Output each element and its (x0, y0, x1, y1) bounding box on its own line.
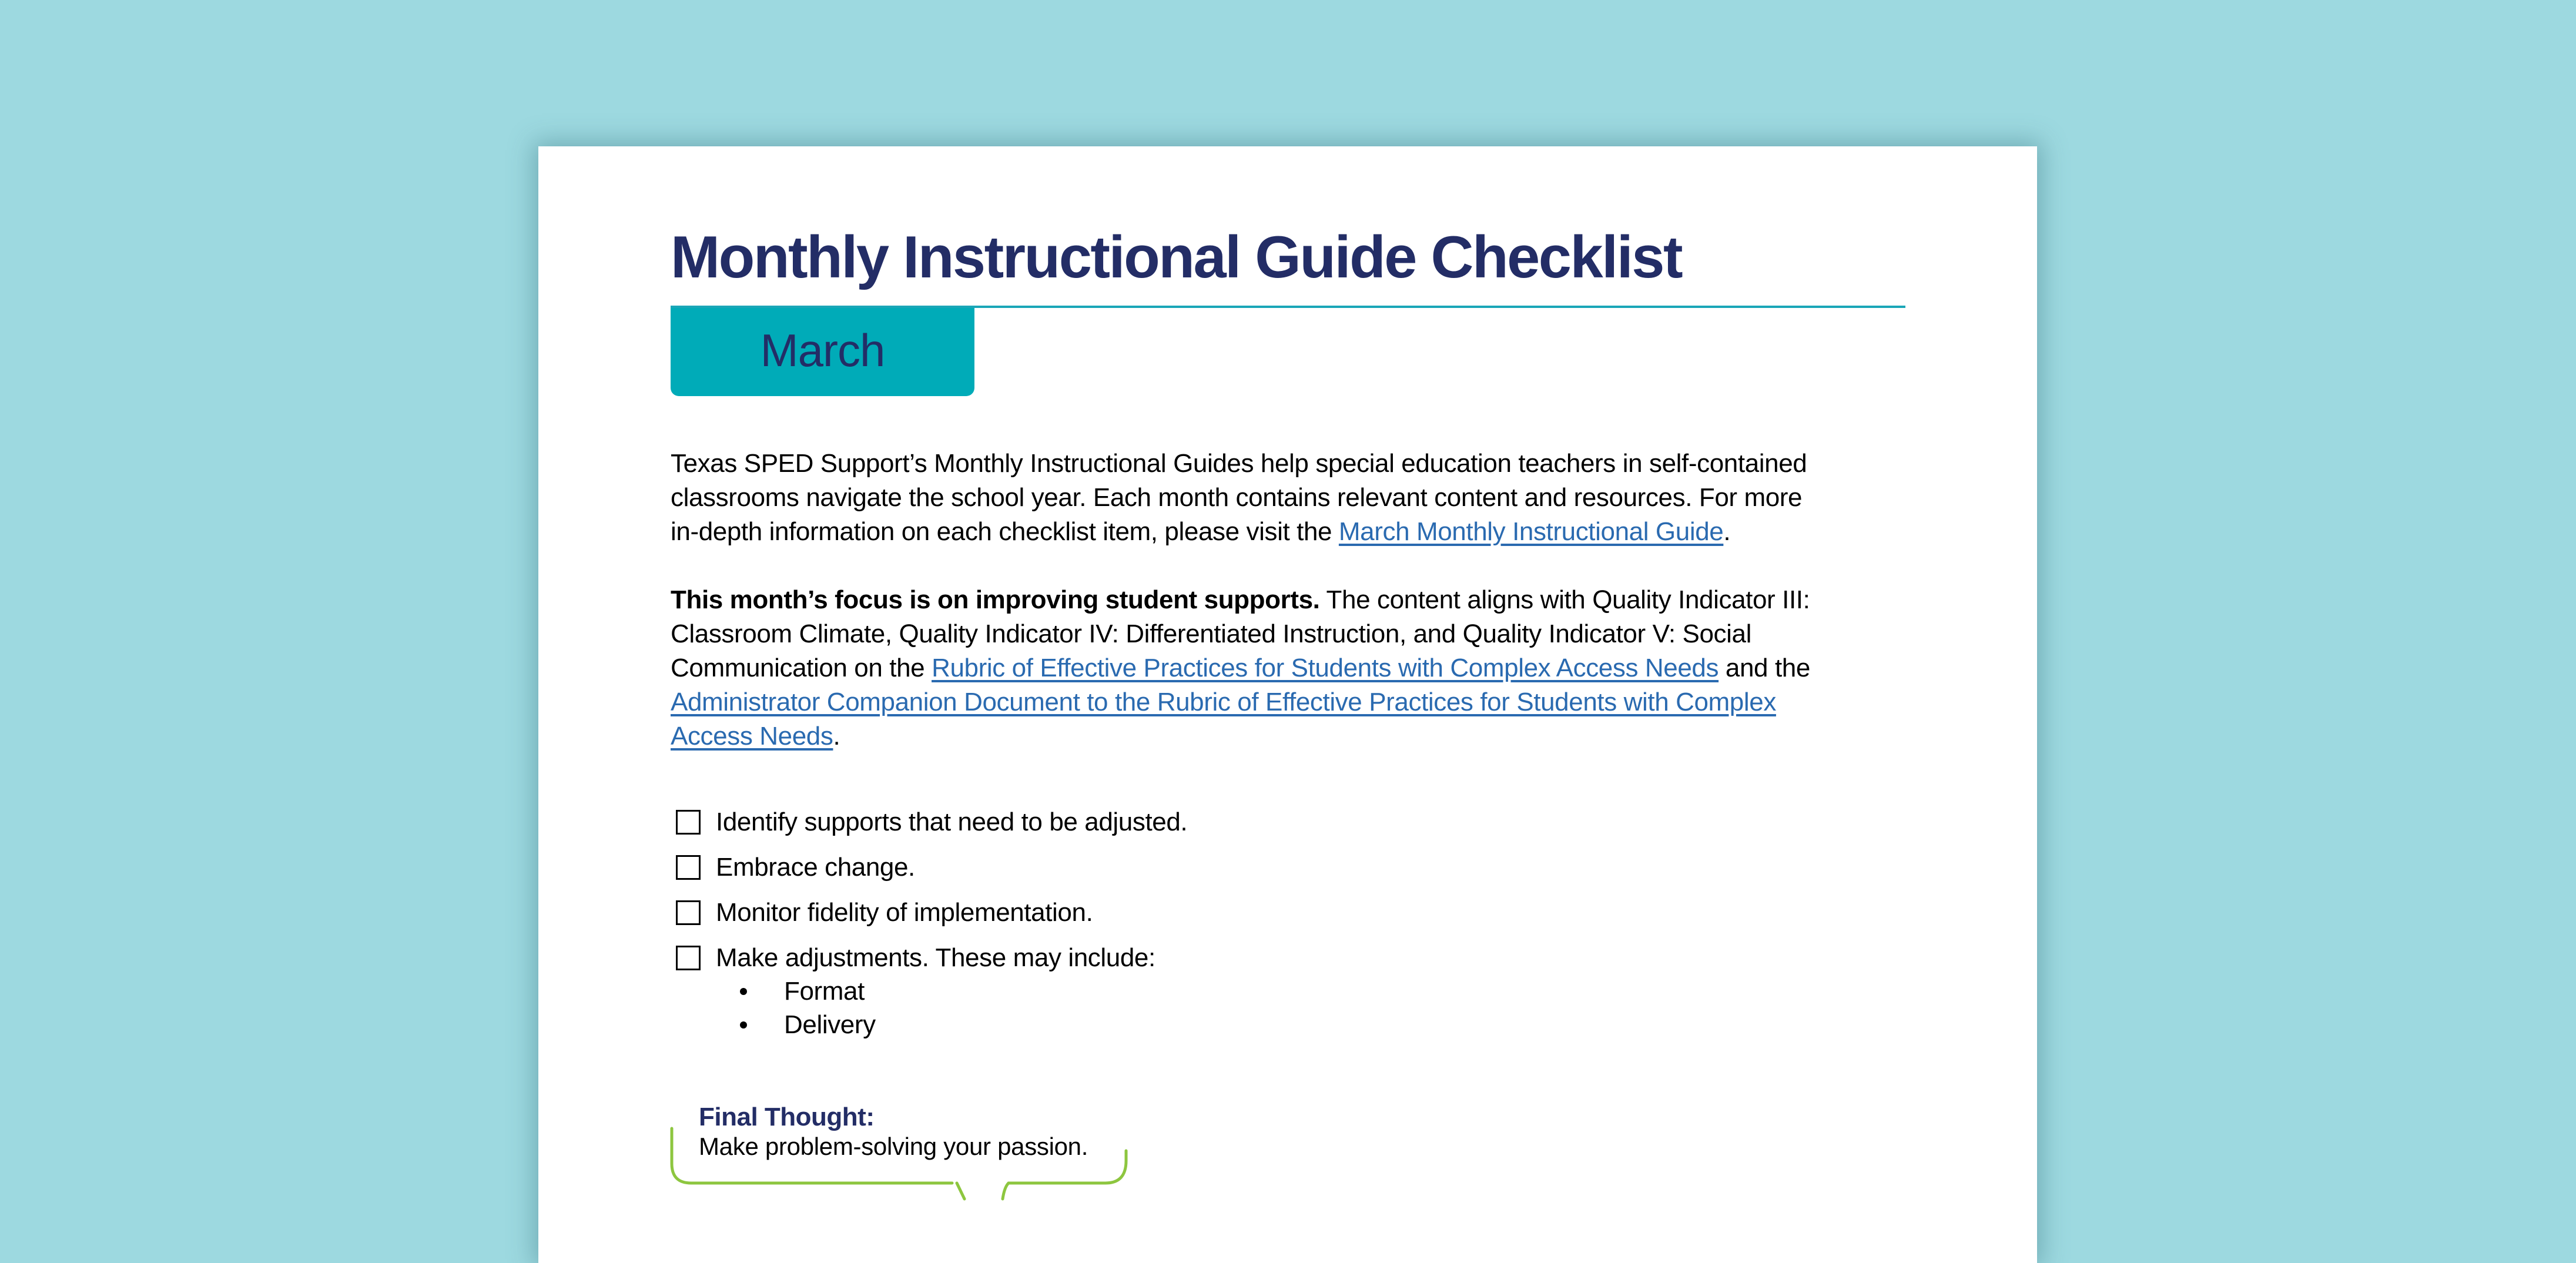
body-text: Texas SPED Support’s Monthly Instructional Guides help special education teachers in self-contained (671, 449, 1807, 478)
body-text: and the (1719, 654, 1810, 682)
final-thought-label: Final Thought: (699, 1103, 875, 1131)
checklist (676, 799, 1187, 980)
paragraph-line (671, 617, 1810, 651)
checklist-item[interactable] (676, 890, 1187, 935)
bullet-icon (740, 1021, 747, 1029)
sublist-item (738, 974, 876, 1008)
checkbox[interactable] (676, 810, 701, 835)
checklist-item-label: Identify supports that need to be adjusted. (716, 807, 1188, 836)
month-tab (671, 308, 974, 396)
checkbox[interactable] (676, 946, 701, 970)
intro-paragraph (671, 447, 1807, 549)
checklist-item[interactable] (676, 799, 1187, 845)
paragraph-line (671, 583, 1810, 617)
paragraph-line (671, 719, 1810, 753)
sublist-item (738, 1008, 876, 1041)
body-text: . (833, 722, 840, 751)
bold-text: This month’s focus is on improving student supports. (671, 585, 1320, 614)
checklist-item[interactable] (676, 935, 1187, 980)
checklist-item-label: Monitor fidelity of implementation. (716, 897, 1093, 927)
document-link[interactable]: March Monthly Instructional Guide (1338, 517, 1724, 546)
checkbox[interactable] (676, 900, 701, 925)
sublist-item-label: Format (784, 977, 865, 1006)
checklist-item[interactable] (676, 845, 1187, 890)
paragraph-line (671, 515, 1807, 549)
body-text: classrooms navigate the school year. Each month contains relevant content and resources. For more (671, 483, 1803, 512)
paragraph-line (671, 685, 1810, 719)
adjustment-sublist (738, 974, 876, 1041)
body-text: . (1723, 517, 1731, 546)
page-title: Monthly Instructional Guide Checklist (671, 225, 1682, 290)
checklist-item-label: Make adjustments. These may include: (716, 943, 1155, 972)
checklist-item-label: Embrace change. (716, 852, 915, 882)
checkbox[interactable] (676, 855, 701, 880)
body-text: in-depth information on each checklist item, please visit the (671, 517, 1339, 546)
body-text: The content aligns with Quality Indicator III: (1319, 585, 1810, 614)
document-link[interactable]: Rubric of Effective Practices for Students with Complex Access Needs (932, 654, 1719, 682)
body-text: Classroom Climate, Quality Indicator IV: Differentiated Instruction, and Quality Indicator V: Social (671, 619, 1751, 648)
paragraph-line (671, 481, 1807, 515)
body-text: Communication on the (671, 654, 932, 682)
month-label: March (760, 324, 885, 376)
focus-paragraph (671, 583, 1810, 753)
paragraph-line (671, 447, 1807, 481)
final-thought-text: Make problem-solving your passion. (699, 1133, 1088, 1160)
final-thought-bubble (671, 1102, 1135, 1195)
document-link[interactable]: Administrator Companion Document to the Rubric of Effective Practices for Students with Complex (671, 688, 1776, 716)
paragraph-line (671, 651, 1810, 685)
bullet-icon (740, 988, 747, 995)
document-link[interactable]: Access Needs (671, 722, 833, 751)
sublist-item-label: Delivery (784, 1010, 876, 1039)
